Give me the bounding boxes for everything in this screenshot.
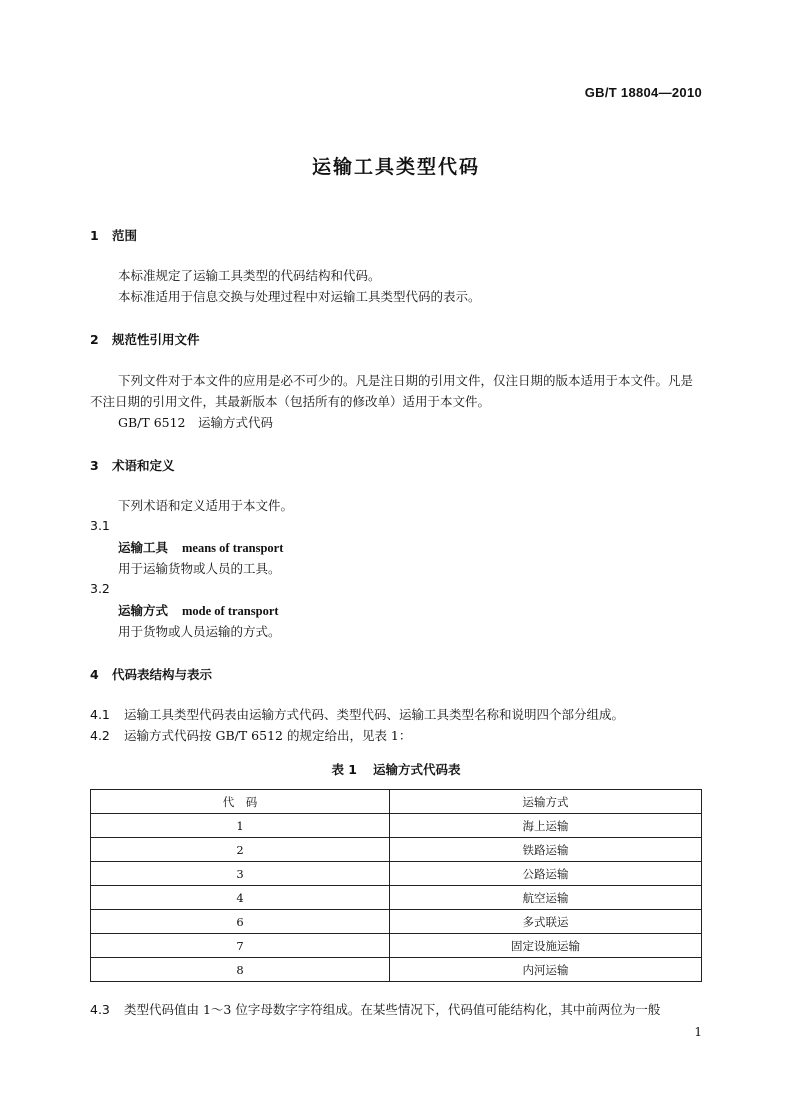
table-row (91, 814, 702, 838)
clause-number: 4.3 (90, 1002, 110, 1017)
column-header-mode: 运输方式 (390, 790, 702, 814)
section-2-paragraph: 下列文件对于本文件的应用是必不可少的。凡是注日期的引用文件，仅注日期的版本适用于本文件。凡是不注日期的引用文件，其最新版本（包括所有的修改单）适用于本文件。 (90, 373, 694, 409)
section-2-number: 2 (90, 332, 99, 347)
section-4-heading (90, 665, 212, 683)
section-1-title: 范围 (112, 228, 138, 243)
clause-text: 运输工具类型代码表由运输方式代码、类型代码、运输工具类型名称和说明四个部分组成。 (124, 707, 625, 722)
section-3-paragraph: 下列术语和定义适用于本文件。 (118, 498, 294, 513)
column-header-code: 代 码 (91, 790, 390, 814)
standard-code: GB/T 18804—2010 (584, 85, 702, 100)
term-number: 3.1 (90, 518, 110, 533)
section-1-paragraph-2: 本标准适用于信息交换与处理过程中对运输工具类型代码的表示。 (118, 289, 481, 304)
code-cell: 6 (91, 910, 390, 934)
table-row (91, 838, 702, 862)
section-2-heading (90, 330, 200, 348)
code-cell: 8 (91, 958, 390, 982)
table-row (91, 934, 702, 958)
section-1-number: 1 (90, 228, 99, 243)
mode-cell: 铁路运输 (390, 838, 702, 862)
clause-text: 运输方式代码按 GB/T 6512 的规定给出，见表 1： (124, 728, 412, 743)
transport-mode-code-table (90, 789, 702, 982)
term-english: means of transport (182, 541, 284, 555)
section-3-title: 术语和定义 (112, 458, 175, 473)
term-number: 3.2 (90, 581, 110, 596)
term-english: mode of transport (182, 604, 279, 618)
section-2-title: 规范性引用文件 (112, 332, 200, 347)
code-cell: 2 (91, 838, 390, 862)
code-cell: 3 (91, 862, 390, 886)
page-number: 1 (694, 1025, 702, 1039)
mode-cell: 多式联运 (390, 910, 702, 934)
code-cell: 7 (91, 934, 390, 958)
section-1-paragraph-1: 本标准规定了运输工具类型的代码结构和代码。 (118, 268, 381, 283)
section-4-number: 4 (90, 667, 99, 682)
table-row (91, 910, 702, 934)
term-definition: 用于货物或人员运输的方式。 (118, 624, 281, 639)
term-entry (118, 601, 279, 619)
clause-4-1 (90, 705, 702, 723)
section-1-heading (90, 226, 137, 244)
table-number: 表 1 (331, 762, 358, 777)
clause-text: 类型代码值由 1～3 位字母数字字符组成。在某些情况下，代码值可能结构化，其中前两位为一般 (124, 1002, 661, 1017)
term-chinese: 运输工具 (118, 540, 169, 555)
table-title: 运输方式代码表 (373, 762, 461, 777)
clause-number: 4.1 (90, 707, 110, 722)
code-cell: 4 (91, 886, 390, 910)
section-4-title: 代码表结构与表示 (112, 667, 213, 682)
table-row (91, 958, 702, 982)
normative-reference: GB/T 6512 运输方式代码 (118, 415, 274, 430)
document-title: 运输工具类型代码 (311, 156, 480, 178)
mode-cell: 固定设施运输 (390, 934, 702, 958)
table-row (91, 886, 702, 910)
code-cell: 1 (91, 814, 390, 838)
term-entry (118, 538, 283, 556)
term-definition: 用于运输货物或人员的工具。 (118, 561, 281, 576)
mode-cell: 内河运输 (390, 958, 702, 982)
table-row (91, 862, 702, 886)
clause-number: 4.2 (90, 728, 110, 743)
clause-4-2 (90, 726, 702, 744)
section-3-number: 3 (90, 458, 99, 473)
term-chinese: 运输方式 (118, 603, 169, 618)
table-header-row (91, 790, 702, 814)
clause-4-3 (90, 1000, 702, 1018)
table-caption (0, 760, 792, 778)
mode-cell: 公路运输 (390, 862, 702, 886)
mode-cell: 航空运输 (390, 886, 702, 910)
mode-cell: 海上运输 (390, 814, 702, 838)
section-3-heading (90, 456, 175, 474)
